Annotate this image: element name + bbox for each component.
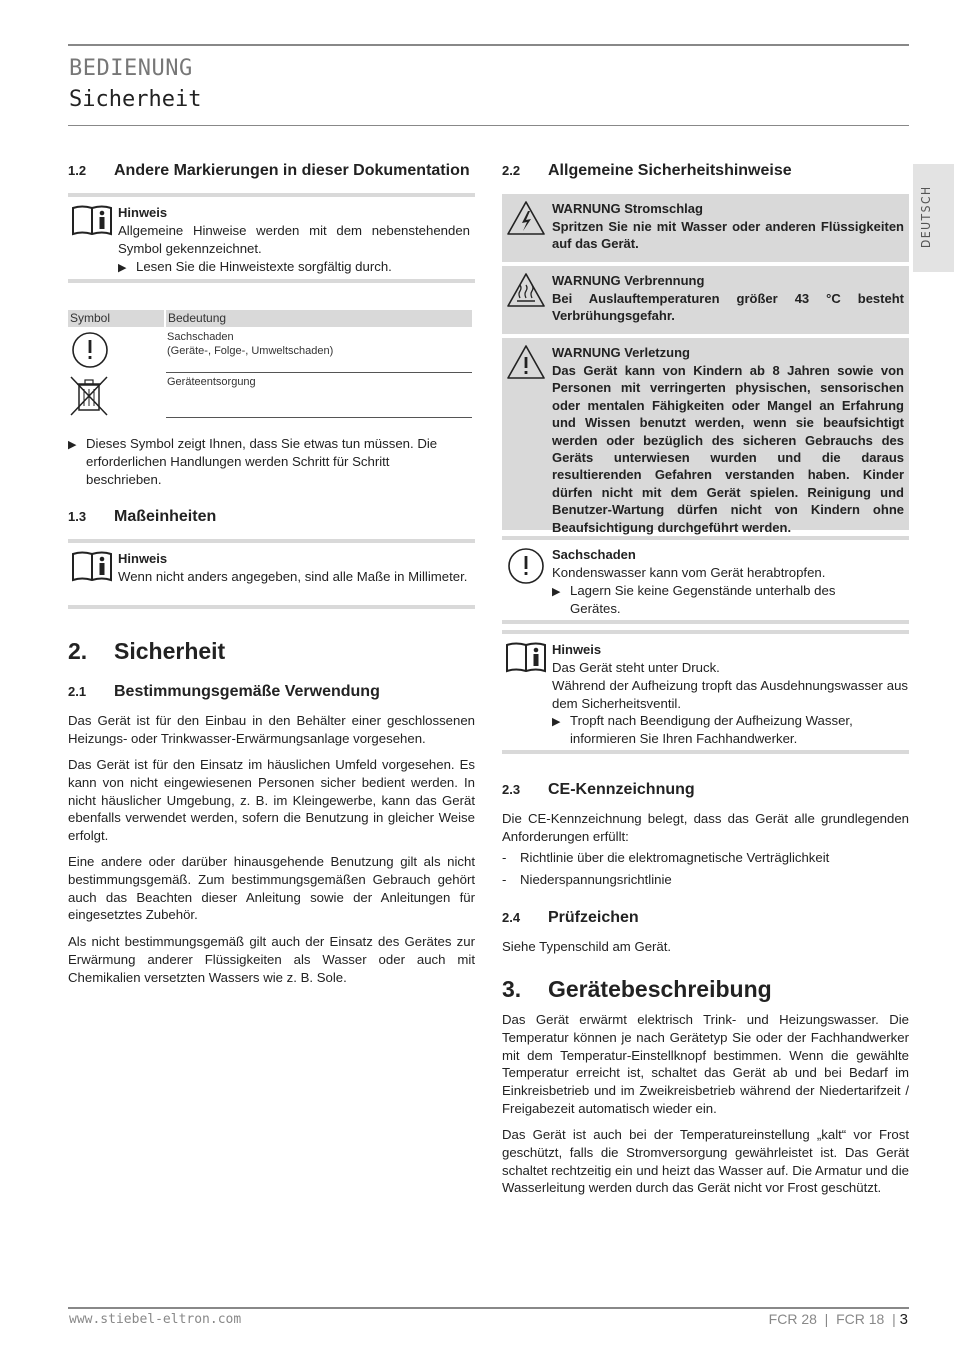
table-row-divider xyxy=(166,372,472,373)
heading-2: 2. Sicherheit xyxy=(68,638,226,664)
info-book-icon xyxy=(504,641,548,675)
language-tab: DEUTSCH xyxy=(913,164,954,272)
general-warning-icon xyxy=(506,344,546,380)
heading-2-2: 2.2 Allgemeine Sicherheitshinweise xyxy=(502,162,792,179)
paragraph: Die CE-Kennzeichnung belegt, dass das Gerät alle grundlegenden Anforderungen erfüllt: xyxy=(502,811,909,844)
note-title: Hinweis xyxy=(118,551,168,566)
note-bar-top xyxy=(502,630,909,634)
note-title: Hinweis xyxy=(552,642,602,657)
note-title: Hinweis xyxy=(118,205,168,220)
heading-3: 3. Gerätebeschreibung xyxy=(502,976,772,1002)
heading-1-2: 1.2 Andere Markierungen in dieser Dokumentation xyxy=(68,162,470,179)
action-arrow-icon: ▶ xyxy=(68,439,77,451)
section-title: Sicherheit xyxy=(69,87,202,112)
property-damage-icon xyxy=(71,331,109,369)
note-text: Das Gerät steht unter Druck. xyxy=(552,660,720,675)
list-item: - Richtlinie über die elektromagnetische Verträglichkeit xyxy=(502,850,830,865)
hot-surface-warning-icon xyxy=(506,272,546,308)
heading-2-1: 2.1 Bestimmungsgemäße Verwendung xyxy=(68,683,380,700)
note-text: Allgemeine Hinweise werden mit dem nebenstehenden Symbol gekennzeichnet. xyxy=(118,223,470,256)
list-item: - Niederspannungsrichtlinie xyxy=(502,872,672,887)
info-book-icon xyxy=(70,550,114,584)
paragraph: Das Gerät ist auch bei der Temperatureinstellung „kalt“ vor Frost geschützt, falls die Stromversorgung gewährleistet ist. Das Gerät schaltet rechtzeitig ein und heizt das Wasser auf. Die Armatur und die Wasserleitung werden durch das Gerät nicht vor Frost geschützt. xyxy=(502,1127,909,1196)
footer-rule xyxy=(68,1307,909,1309)
paragraph: Eine andere oder darüber hinausgehende Benutzung gilt als nicht bestimmungsgemäß. Zum bestimmungsgemäßen Gebrauch gehört auch das Beachten dieser Anleitung sowie der Anleitungen für eingesetztes Zubehör. xyxy=(68,854,475,923)
footer-url: www.stiebel-eltron.com xyxy=(69,1312,242,1327)
action-arrow-icon: ▶ xyxy=(552,586,561,598)
note-bar-top xyxy=(68,193,475,197)
table-header-symbol: Symbol xyxy=(68,310,164,327)
paragraph: Das Gerät erwärmt elektrisch Trink- und Heizungswasser. Die Temperatur können je nach Gerätetyp Sie oder der Fachhandwerker mit dem Temperatur-Einstellknopf bestimmen. Wenn die gewählte Temperatur erreicht ist, schaltet das Gerät ab und bei Bedarf im Einkreisbetrieb und im Zweikreisbetrieb während der Niedertarifzeit / Freigabezeit automatisch wieder ein. xyxy=(502,1012,909,1116)
header-rule-bottom xyxy=(68,125,909,126)
table-bottom-rule xyxy=(166,417,472,418)
warning-electric-shock: WARNUNG Stromschlag Spritzen Sie nie mit Wasser oder anderen Flüssigkeiten auf das Gerät. xyxy=(502,194,909,262)
paragraph: Das Gerät ist für den Einsatz im häuslichen Umfeld vorgesehen. Es kann von nicht eingewiesenen Personen sicher bedient werden. In nicht häuslicher Umgebung, z. B. im Kleingewerbe, kann das Gerät ebenfalls verwendet werden, sofern die Benutzung in gleicher Weise erfolgt. xyxy=(68,757,475,844)
action-arrow-icon: ▶ xyxy=(552,716,561,728)
note-bar-top xyxy=(502,536,909,540)
page-number: 3 xyxy=(899,1311,908,1328)
heading-2-4: 2.4 Prüfzeichen xyxy=(502,909,639,926)
heading-2-3: 2.3 CE-Kennzeichnung xyxy=(502,781,695,798)
electric-shock-warning-icon xyxy=(506,200,546,236)
table-row-disposal: Geräteentsorgung xyxy=(167,376,256,388)
note-text: Kondenswasser kann vom Gerät herabtropfen. xyxy=(552,565,826,580)
note-bar-bottom xyxy=(502,750,909,754)
note-action: Lagern Sie keine Gegenstände unterhalb des Gerätes. xyxy=(570,583,836,616)
note-bar-top xyxy=(68,539,475,543)
paragraph: Siehe Typenschild am Gerät. xyxy=(502,939,672,954)
paragraph: Als nicht bestimmungsgemäß gilt auch der Einsatz des Gerätes zur Erwärmung anderer Flüssigkeiten als Wasser oder auch mit Chemikalien versetzten Wassers wie z. B. Sole. xyxy=(68,934,475,985)
note-action: ▶ Lesen Sie die Hinweistexte sorgfältig durch. xyxy=(118,259,392,274)
note-bar-bottom xyxy=(502,620,909,624)
warning-injury: WARNUNG Verletzung Das Gerät kann von Kindern ab 8 Jahren sowie von Personen mit verringerten physischen, sensorischen oder mentalen Fähigkeiten oder Mangel an Erfahrung und Wissen benutzt werden, wenn sie beaufsichtigt werden oder bezüglich des sicheren Gebrauchs des Geräts unterwiesen wurden und die daraus resultierenden Gefahren verstanden haben. Kinder dürfen nicht mit dem Gerät spielen. Reinigung und Benutzer-Wartung dürfen nicht von Kindern ohne Beaufsichtigung durchgeführt werden. xyxy=(502,338,909,530)
header-rule-top xyxy=(68,44,909,46)
note-text: Während der Aufheizung tropft das Ausdehnungswasser aus dem Sicherheitsventil. xyxy=(552,678,908,711)
note-title: Sachschaden xyxy=(552,547,636,562)
warning-burn: WARNUNG Verbrennung Bei Auslauftemperaturen größer 43 °C besteht Verbrühungsgefahr. xyxy=(502,266,909,334)
table-row-property-damage: Sachschaden (Geräte-, Folge-, Umweltschaden) xyxy=(167,331,334,357)
note-text: Wenn nicht anders angegeben, sind alle Maße in Millimeter. xyxy=(118,569,468,584)
disposal-bin-icon xyxy=(68,375,110,417)
note-bar-bottom xyxy=(68,605,475,609)
property-damage-icon xyxy=(507,547,545,585)
heading-1-3: 1.3 Maßeinheiten xyxy=(68,508,217,525)
note-action: Tropft nach Beendigung der Aufheizung Wasser, informieren Sie Ihren Fachhandwerker. xyxy=(570,713,853,746)
paragraph: Das Gerät ist für den Einbau in den Behälter einer geschlossenen Heizungs- oder Trinkwasser-Erwärmungsanlage vorgesehen. xyxy=(68,713,475,746)
note-bar-bottom xyxy=(68,279,475,283)
table-header-meaning: Bedeutung xyxy=(166,310,472,327)
chapter-title: BEDIENUNG xyxy=(69,56,193,81)
action-note: Dieses Symbol zeigt Ihnen, dass Sie etwas tun müssen. Die erforderlichen Handlungen werden Schritt für Schritt beschrieben. xyxy=(86,436,438,487)
footer-models: FCR 28 | FCR 18 | 3 xyxy=(768,1311,908,1328)
info-book-icon xyxy=(70,204,114,238)
